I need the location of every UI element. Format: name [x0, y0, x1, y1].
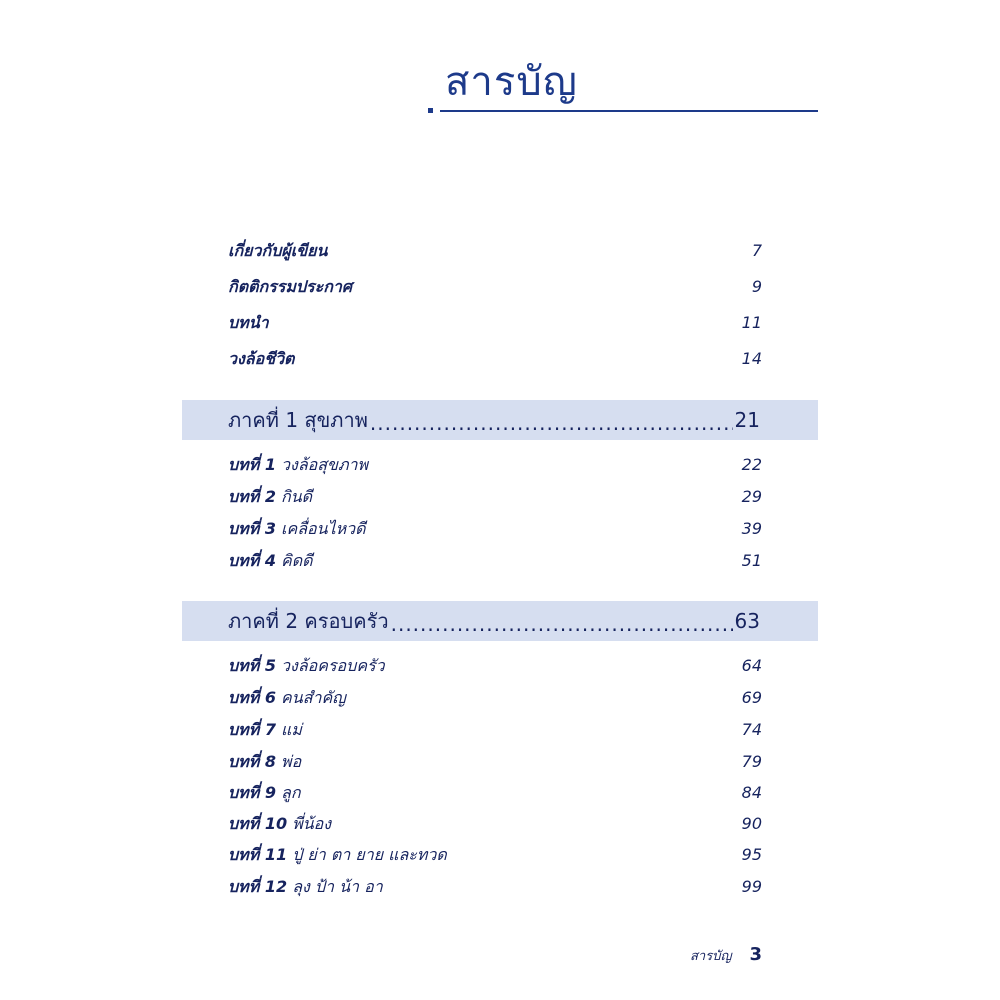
toc-chapter-1[interactable] — [228, 455, 762, 475]
chapter-number: บทที่ 12 — [228, 877, 288, 896]
chapter-title: เคลื่อนไหวดี — [281, 519, 366, 538]
part-label: ภาคที่ 2 ครอบครัว — [228, 609, 389, 633]
toc-chapter-2[interactable] — [228, 487, 762, 507]
chapter-page: 51 — [741, 551, 762, 570]
chapter-page: 95 — [741, 845, 762, 864]
toc-entry-page: 7 — [751, 241, 762, 260]
chapter-number: บทที่ 2 — [228, 487, 276, 506]
part-page: 63 — [734, 609, 760, 633]
chapter-title: พี่น้อง — [292, 814, 332, 833]
page-title: สารบัญ — [445, 59, 578, 105]
chapter-title: พ่อ — [281, 752, 302, 771]
chapter-title: แม่ — [281, 720, 302, 739]
toc-chapter-8[interactable] — [228, 752, 762, 772]
chapter-number: บทที่ 9 — [228, 783, 276, 802]
toc-chapter-5[interactable] — [228, 656, 762, 676]
chapter-number: บทที่ 4 — [228, 551, 276, 570]
toc-entry-introduction[interactable] — [228, 313, 762, 333]
dot-leader — [391, 612, 733, 636]
chapter-page: 29 — [741, 487, 762, 506]
chapter-page: 90 — [741, 814, 762, 833]
title-underline — [440, 110, 818, 112]
part-page: 21 — [734, 408, 760, 432]
page-footer — [690, 944, 762, 966]
chapter-page: 99 — [741, 877, 762, 896]
chapter-number: บทที่ 11 — [228, 845, 288, 864]
dot-leader — [370, 411, 733, 435]
chapter-number: บทที่ 10 — [228, 814, 288, 833]
toc-entry-page: 9 — [751, 277, 762, 296]
chapter-page: 74 — [741, 720, 762, 739]
toc-chapter-4[interactable] — [228, 551, 762, 571]
toc-part-2-header[interactable] — [182, 601, 818, 641]
chapter-title: ปู่ ย่า ตา ยาย และทวด — [292, 845, 447, 864]
toc-chapter-3[interactable] — [228, 519, 762, 539]
chapter-page: 64 — [741, 656, 762, 675]
chapter-page: 84 — [741, 783, 762, 802]
chapter-page: 79 — [741, 752, 762, 771]
toc-chapter-10[interactable] — [228, 814, 762, 834]
page-number: 3 — [749, 944, 762, 965]
toc-entry-page: 14 — [741, 349, 762, 368]
chapter-page: 39 — [741, 519, 762, 538]
chapter-title: ลุง ป้า น้า อา — [292, 877, 383, 896]
chapter-title: วงล้อสุขภาพ — [281, 455, 369, 474]
chapter-title: กินดี — [281, 487, 313, 506]
toc-part-1-header[interactable] — [182, 400, 818, 440]
toc-entry-wheel-of-life[interactable] — [228, 349, 762, 369]
chapter-number: บทที่ 3 — [228, 519, 276, 538]
chapter-page: 22 — [741, 455, 762, 474]
chapter-title: วงล้อครอบครัว — [281, 656, 385, 675]
chapter-title: คนสำคัญ — [281, 688, 346, 707]
chapter-number: บทที่ 8 — [228, 752, 276, 771]
toc-entry-about-author[interactable] — [228, 241, 762, 261]
part-label: ภาคที่ 1 สุขภาพ — [228, 408, 368, 432]
chapter-page: 69 — [741, 688, 762, 707]
toc-chapter-11[interactable] — [228, 845, 762, 865]
chapter-number: บทที่ 5 — [228, 656, 276, 675]
toc-entry-label: กิตติกรรมประกาศ — [228, 277, 353, 296]
chapter-title: คิดดี — [281, 551, 313, 570]
chapter-title: ลูก — [281, 783, 301, 802]
toc-chapter-9[interactable] — [228, 783, 762, 803]
toc-chapter-6[interactable] — [228, 688, 762, 708]
chapter-number: บทที่ 1 — [228, 455, 276, 474]
toc-entry-label: เกี่ยวกับผู้เขียน — [228, 241, 328, 260]
chapter-number: บทที่ 6 — [228, 688, 276, 707]
chapter-number: บทที่ 7 — [228, 720, 276, 739]
toc-entry-page: 11 — [741, 313, 762, 332]
toc-entry-acknowledgements[interactable] — [228, 277, 762, 297]
toc-entry-label: บทนำ — [228, 313, 269, 332]
toc-entry-label: วงล้อชีวิต — [228, 349, 295, 368]
footer-section-label: สารบัญ — [690, 949, 732, 964]
title-accent-dot — [428, 108, 433, 113]
toc-chapter-7[interactable] — [228, 720, 762, 740]
toc-chapter-12[interactable] — [228, 877, 762, 897]
